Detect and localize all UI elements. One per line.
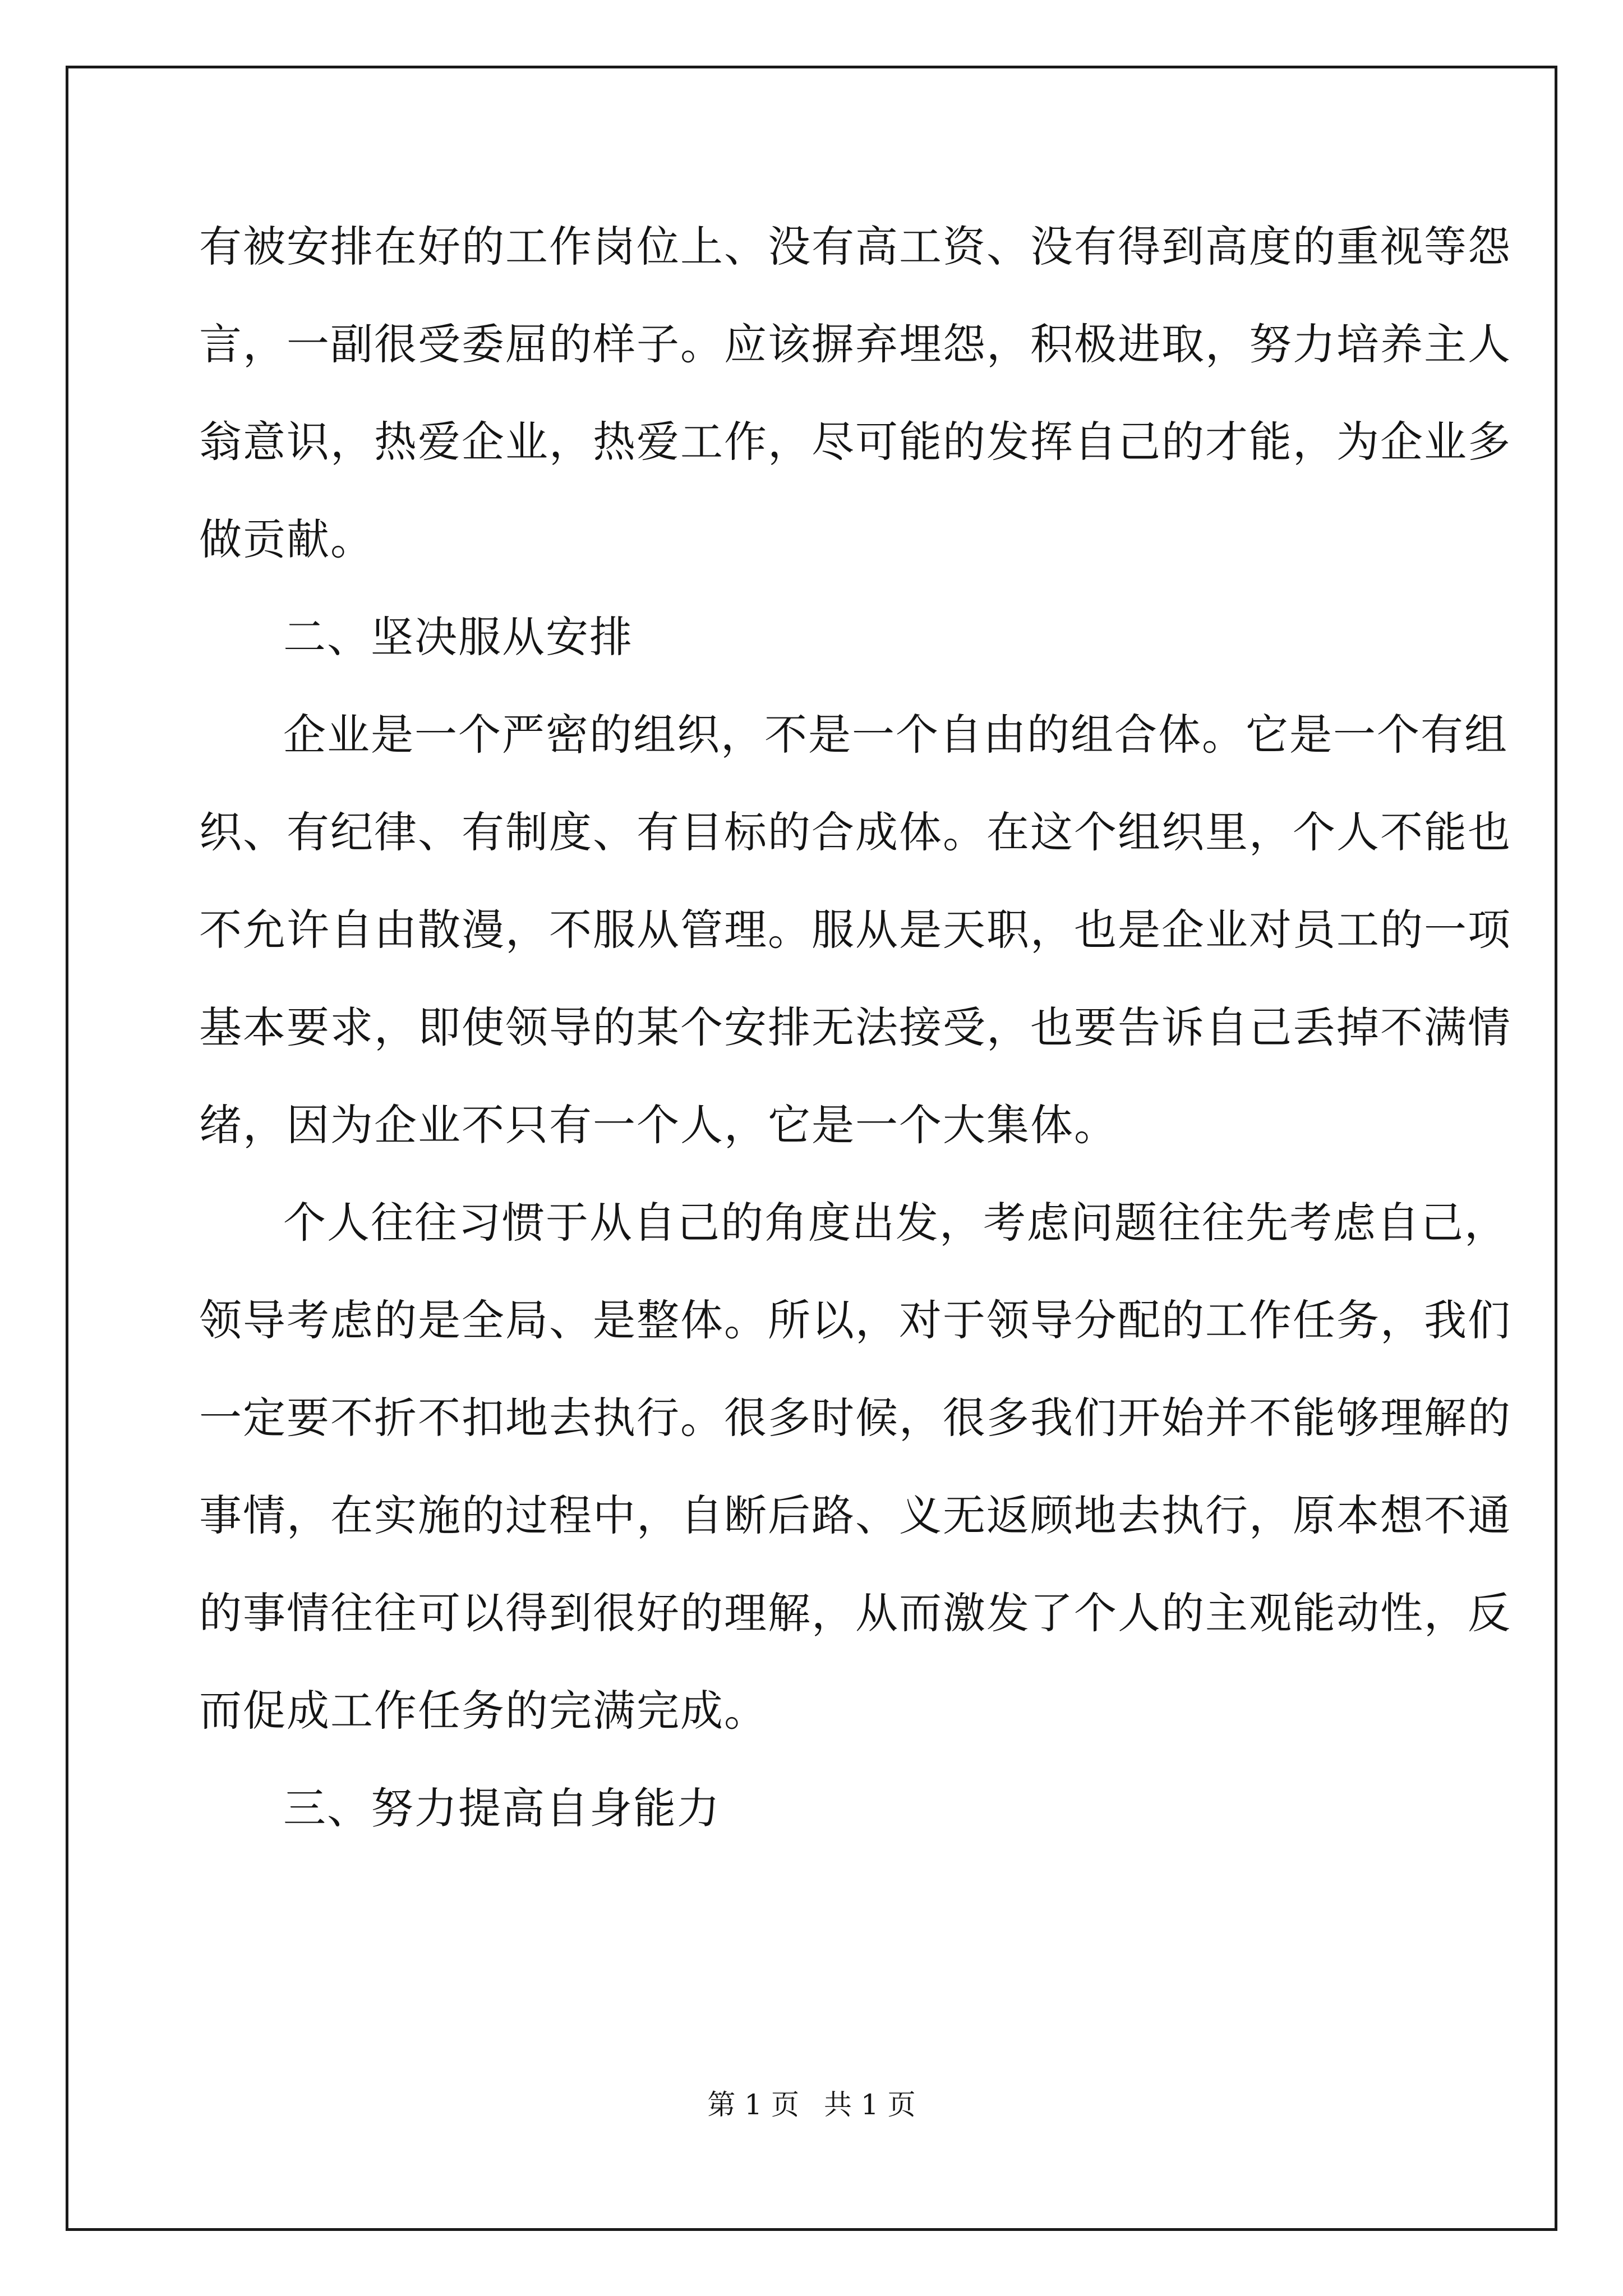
page-footer (0, 2088, 1623, 2122)
paragraph-line: 而促成工作任务的完满完成。 (199, 1686, 768, 1736)
page-total: 共 1 页 (824, 2088, 916, 2121)
paragraph-line: 的事情往往可以得到很好的理解，从而激发了个人的主观能动性，反 (199, 1588, 1511, 1638)
page-number: 第 1 页 (707, 2088, 799, 2121)
paragraph-line: 企业是一个严密的组织，不是一个自由的组合体。它是一个有组 (283, 710, 1508, 760)
section-heading: 三、努力提高自身能力 (283, 1783, 721, 1833)
paragraph-line: 一定要不折不扣地去执行。很多时候，很多我们开始并不能够理解的 (199, 1393, 1511, 1443)
paragraph-line: 基本要求，即使领导的某个安排无法接受，也要告诉自己丢掉不满情 (199, 1002, 1511, 1052)
paragraph-line: 言，一副很受委屈的样子。应该摒弃埋怨，积极进取，努力培养主人 (199, 319, 1511, 369)
paragraph-line: 绪，因为企业不只有一个人，它是一个大集体。 (199, 1100, 1118, 1150)
paragraph-line: 领导考虑的是全局、是整体。所以，对于领导分配的工作任务，我们 (199, 1295, 1511, 1345)
paragraph-line: 个人往往习惯于从自己的角度出发，考虑问题往往先考虑自己， (283, 1198, 1508, 1248)
paragraph-line: 有被安排在好的工作岗位上、没有高工资、没有得到高度的重视等怨 (199, 222, 1511, 272)
paragraph-line: 事情，在实施的过程中，自断后路、义无返顾地去执行，原本想不通 (199, 1490, 1511, 1540)
paragraph-line: 翁意识，热爱企业，热爱工作，尽可能的发挥自己的才能，为企业多 (199, 417, 1511, 467)
paragraph-line: 织、有纪律、有制度、有目标的合成体。在这个组织里，个人不能也 (199, 807, 1511, 857)
paragraph-line: 做贡献。 (199, 514, 374, 564)
paragraph-line: 不允许自由散漫，不服从管理。服从是天职，也是企业对员工的一项 (199, 905, 1511, 955)
section-heading: 二、坚决服从安排 (283, 612, 633, 662)
